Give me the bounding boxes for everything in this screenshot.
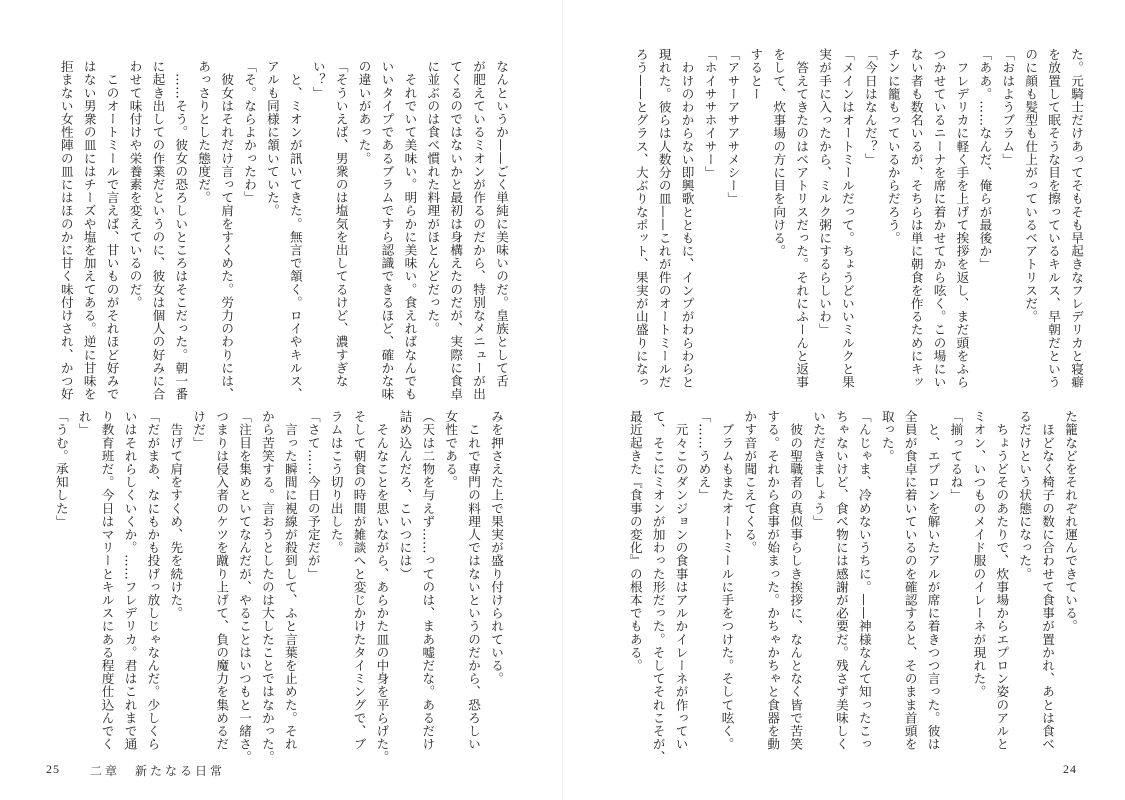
text-line: そして朝食の時間が雑談へと変じかけたタイミングで、ブ <box>351 410 367 751</box>
text-line: チンに籠もっているからだろう。 <box>885 48 901 245</box>
text-line: のに顔も髪型も仕上がっているベアトリスだ。 <box>1023 48 1039 324</box>
right-page-top-text <box>625 48 1087 390</box>
text-line: なんというか——ごく単純に美味いのだ。皇族として舌 <box>494 60 509 388</box>
text-line: このオートミールで言えば、甘いものがそれほど好みで <box>104 60 120 401</box>
text-line: 「今日はなんだ？」 <box>862 48 878 166</box>
text-line: 「さて……今日の予定だが」 <box>305 410 321 581</box>
text-line: 告げて肩をすくめ、先を続けた。 <box>168 410 184 620</box>
text-line: と、エプロンを解いたアルが席に着きつつ言った。彼は <box>925 410 941 751</box>
text-line: あっさりとした態度だ。 <box>196 60 212 205</box>
text-line: るだけという状態になった。 <box>1017 410 1033 581</box>
text-line: それでいて美味い。明らかに美味い。食えればなんでも <box>402 60 418 401</box>
text-line: ない者も数名いるが、そちらは単に朝食を作るためにキッ <box>908 48 924 389</box>
text-line: ろう——とグラス、大ぶりなポット、果実が山盛りになっ <box>633 48 649 389</box>
text-line: 取った。 <box>879 410 895 463</box>
text-line: に起き出しての作業だというのに、彼女は個人の好みに合 <box>150 60 166 401</box>
text-line: ラムはこう切り出した。 <box>328 410 344 555</box>
left-page-top-text <box>37 60 512 401</box>
text-line: てくるのではないかと最初は身構えたのだが、実際に食卓 <box>448 60 464 401</box>
text-line: フレデリカに軽く手を上げて挨拶を返し、まだ頭をふら <box>954 48 970 389</box>
text-line: と、ミオンが訊いてきた。無言で頷く。ロイやキルス、 <box>287 60 303 401</box>
text-line: 答えてきたのはベアトリスだった。それにふーんと返事 <box>794 48 810 389</box>
text-line: 「だがまあ、なにもかも投げっ放しじゃなんだ。少しくら <box>145 410 161 751</box>
text-line: が肥えているミオンが作るのだから、特別なメニューが出 <box>471 60 487 401</box>
text-line: 「揃ってるね」 <box>948 410 964 502</box>
page-number-right: 24 <box>1063 762 1077 776</box>
text-line: れ」 <box>76 410 92 437</box>
text-line: 「ああ。……なんだ、俺らが最後か」 <box>977 48 993 271</box>
text-line: （天は二物を与えず……ってのは、まあ嘘だな。あるだけ <box>420 410 436 751</box>
text-line: 元々このダンジョンの食事はアルかイレーネが作ってい <box>673 410 689 751</box>
text-line: い？」 <box>310 60 326 100</box>
text-line: 彼女はそれだけ言って肩をすくめた。労力のわりには、 <box>219 60 235 401</box>
text-line: り教育班だ。今日はマリーとキルスにある程度仕込んでく <box>99 410 115 751</box>
text-line: 「うむ。承知した」 <box>53 410 69 528</box>
text-line: いただきましょう」 <box>811 410 827 528</box>
text-line: 「んじゃま、冷めないうちに。——神様なんて知ったこっ <box>856 410 872 751</box>
text-line: 実が手に入ったから、ミルク粥にするらしいわ」 <box>817 48 833 337</box>
text-line: いはそれらしくいくか。……フレデリカ。君はこれまで通 <box>122 410 138 751</box>
text-line: わせて味付けや栄養素を変えているのだ。 <box>127 60 143 309</box>
text-line: 「メインはオートミールだって。ちょうどいいミルクと果 <box>839 48 855 389</box>
text-line: わけのわからない即興歌とともに、インプがわらわらと <box>679 48 695 389</box>
right-page-bottom-text <box>627 410 1081 764</box>
text-line: 「……うめえ」 <box>696 410 712 502</box>
left-page <box>0 0 562 800</box>
text-line: 「そういえば、男衆のは塩気を出してるけど、濃すぎな <box>333 60 349 388</box>
page-number-left: 25 <box>46 762 60 776</box>
text-line: 言った瞬間に視線が殺到して、ふと言葉を止めた。それ <box>282 410 298 751</box>
text-line: 現れた。彼らは人数分の皿——これが件のオートミールだ <box>656 48 672 389</box>
text-line: の違いがあった。 <box>356 60 372 165</box>
text-line: 「おはようブラム」 <box>1000 48 1016 166</box>
text-line: けだ」 <box>191 410 207 450</box>
text-line: 「注目を集めといてなんだが、やることはいつもと一緒さ。 <box>237 410 253 764</box>
text-line: をして、炊事場の方に目を向ける。 <box>771 48 787 258</box>
text-line: 最近起きた『食事の変化』の根本でもある。 <box>627 410 643 672</box>
running-head: 二章 新たなる日常 <box>90 764 226 778</box>
text-line: するとー <box>748 48 764 101</box>
text-line: みを押さえた上で果実が盛り付けられている。 <box>489 410 504 686</box>
text-line: ちょうどそのあたりで、炊事場からエプロン姿のアルと <box>994 410 1010 751</box>
text-line: ほどなく椅子の数に合わせて食事が置かれ、あとは食べ <box>1040 410 1056 751</box>
text-line: 女性である。 <box>443 410 459 489</box>
text-line: に並ぶのは食べ慣れた料理がほとんどだった。 <box>425 60 441 336</box>
text-line: た。元騎士だけあってそもそも早起きなフレデリカと寝癖 <box>1069 48 1084 389</box>
text-line: 「そ。ならよかったわ」 <box>242 60 258 205</box>
text-line: かす音が聞こえてくる。 <box>742 410 758 555</box>
text-line: 彼の聖職者の真似事らしき挨拶に、なんとなく皆で苦笑 <box>788 410 804 751</box>
right-page <box>563 0 1125 800</box>
text-line: を放置して眠そうな目を擦っているキルス、早朝だという <box>1046 48 1062 389</box>
text-line: アルも同様に頷いていた。 <box>264 60 280 218</box>
text-line: ミオン、いつものメイド服のイレーネが現れた。 <box>971 410 987 699</box>
text-line: ……そう。彼女の恐ろしいところはそこだった。朝一番 <box>173 60 189 401</box>
text-line: た籠などをそれぞれ運んできている。 <box>1063 410 1078 633</box>
text-line: ちゃないけど、食べ物には感謝が必要だ。残さず美味しく <box>833 410 849 751</box>
text-line: 詰め込んだろ、こいつには） <box>397 410 413 581</box>
text-line: これで専門の料理人ではないというのだから、恐ろしい <box>466 410 482 751</box>
text-line: 全員が食卓に着いているのを確認すると、そのまま首頭を <box>902 410 918 751</box>
text-line: から苦笑する。言おうとしたのは大したことではなかった。 <box>259 410 275 764</box>
text-line: 拒まない女性陣の皿にはほのかに甘く味付けされ、かつ好 <box>58 60 74 401</box>
text-line: する。それから食事が始まった。かちゃかちゃと食器を動 <box>765 410 781 751</box>
text-line: そんなことを思いながら、あらかた皿の中身を平らげた。 <box>374 410 390 764</box>
text-line: 「ホイササホイサー」 <box>702 48 718 179</box>
text-line: はない男衆の皿にはチーズや塩を加えてある。逆に甘味を <box>81 60 97 401</box>
left-page-bottom-text <box>52 410 507 764</box>
text-line: いいタイプであるブラムですら認識できるほど、確かな味 <box>379 60 395 401</box>
text-line: て、そこにミオンが加わった形だった。そしてそれこそが、 <box>650 410 666 764</box>
text-line: 「アサーアサアサメシー」 <box>725 48 741 206</box>
text-line: つかせているニーナを席に着かせてから呟く。この場にい <box>931 48 947 389</box>
text-line: ブラムもまたオートミールに手をつけた。そして呟く。 <box>719 410 735 751</box>
text-line: つまりは侵入者のケツを蹴り上げて、負の魔力を集めるだ <box>214 410 230 751</box>
